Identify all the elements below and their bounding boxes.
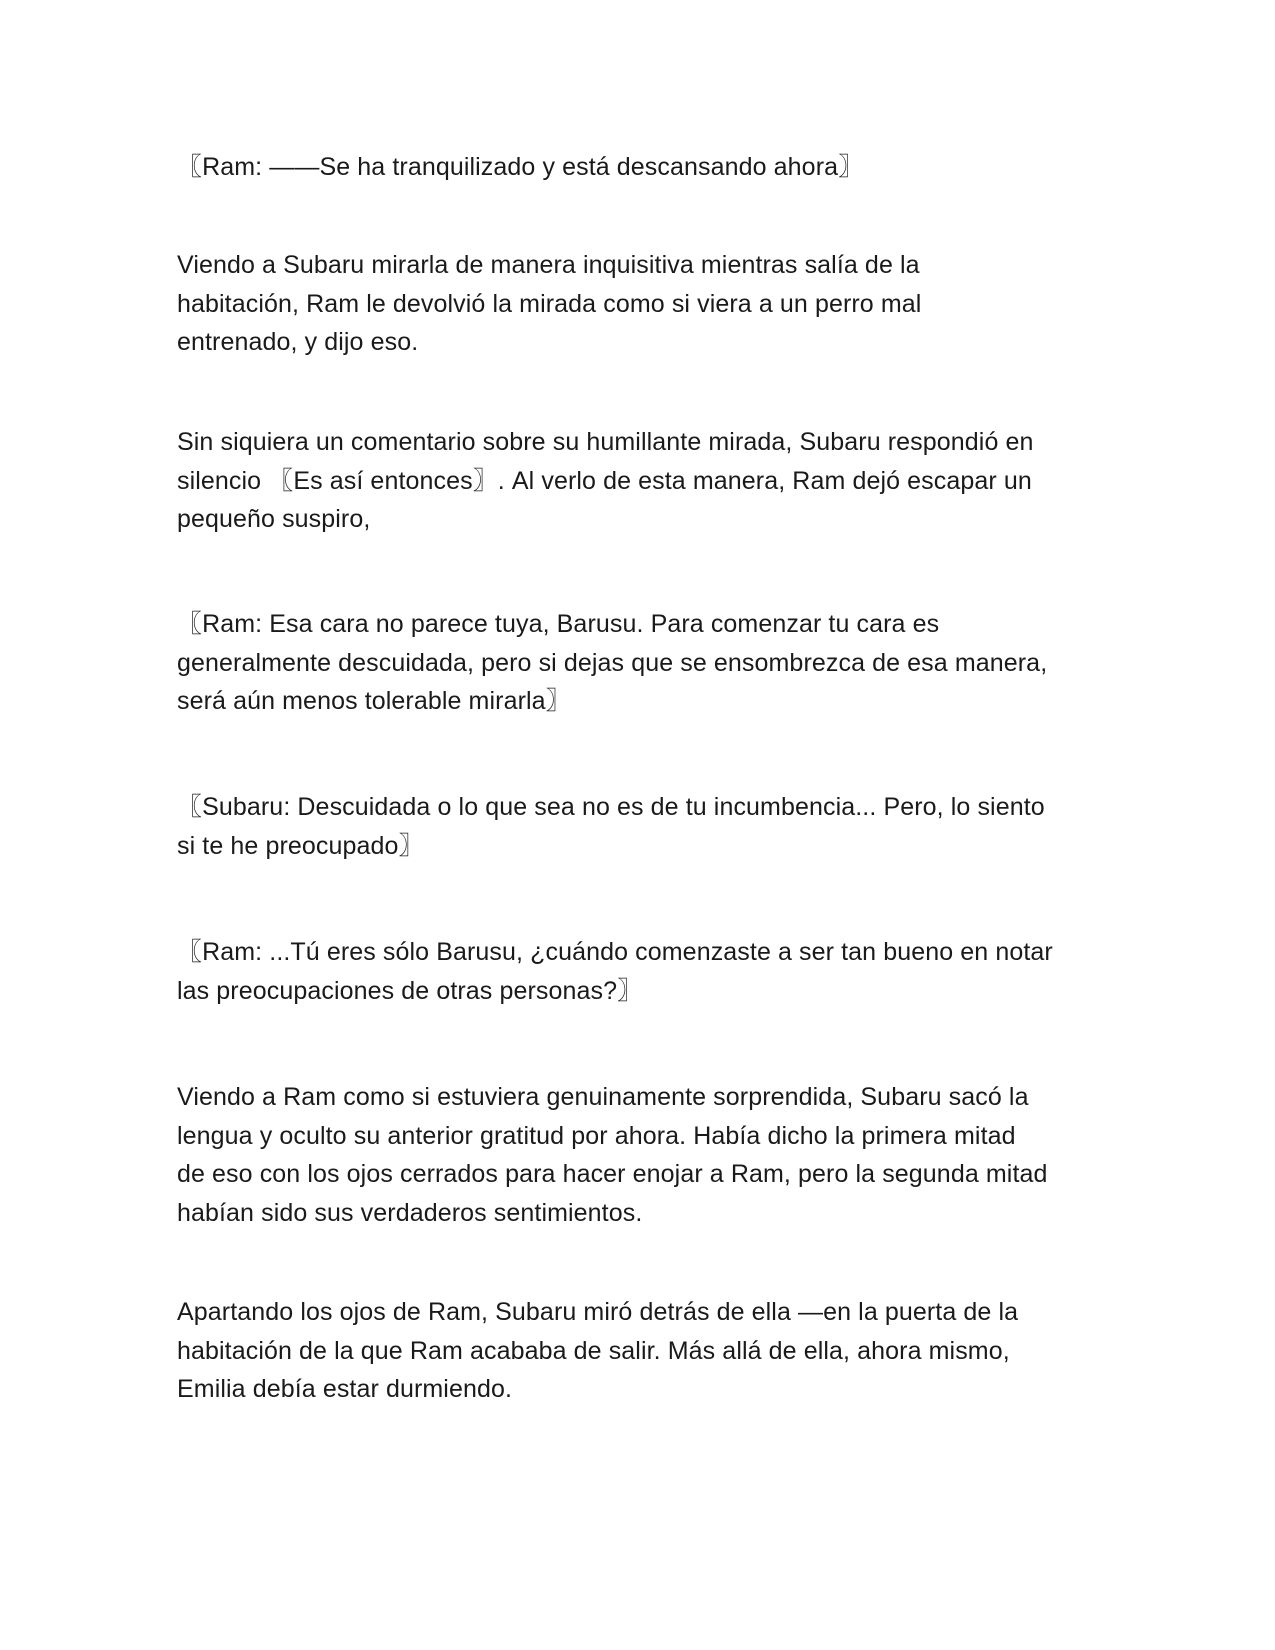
text-line: las preocupaciones de otras personas?〗	[177, 976, 643, 1005]
text-line: Emilia debía estar durmiendo.	[177, 1375, 513, 1403]
text-line: 〖Subaru: Descuidada o lo que sea no es de tu incumbencia... Pero, lo siento	[177, 793, 1045, 821]
paragraph-ram-dialogue-1	[177, 148, 1107, 187]
text-line: pequeño suspiro,	[177, 505, 371, 533]
text-line: habitación de la que Ram acababa de salir. Más allá de ella, ahora mismo,	[177, 1336, 1010, 1365]
paragraph-ram-dialogue-2	[177, 605, 1107, 721]
text-line: de eso con los ojos cerrados para hacer enojar a Ram, pero la segunda mitad	[177, 1160, 1048, 1188]
text-line: Apartando los ojos de Ram, Subaru miró detrás de ella —en la puerta de la	[177, 1298, 1019, 1326]
text-line: 〖Ram: ——Se ha tranquilizado y está descansando ahora〗	[177, 153, 864, 181]
text-line: Sin siquiera un comentario sobre su humillante mirada, Subaru respondió en	[177, 428, 1034, 456]
text-line: generalmente descuidada, pero si dejas que se ensombrezca de esa manera,	[177, 648, 1048, 677]
text-line: habían sido sus verdaderos sentimientos.	[177, 1198, 643, 1227]
text-line: Viendo a Subaru mirarla de manera inquisitiva mientras salía de la	[177, 251, 920, 279]
text-line: habitación, Ram le devolvió la mirada como si viera a un perro mal	[177, 289, 922, 318]
paragraph-narration-2	[177, 423, 1107, 539]
text-line: entrenado, y dijo eso.	[177, 328, 419, 356]
paragraph-ram-dialogue-3	[177, 933, 1107, 1010]
text-line: si te he preocupado〗	[177, 831, 424, 860]
text-line: 〖Ram: Esa cara no parece tuya, Barusu. Para comenzar tu cara es	[177, 610, 940, 638]
paragraph-narration-3	[177, 1078, 1107, 1232]
text-line: silencio 〖Es así entonces〗. Al verlo de esta manera, Ram dejó escapar un	[177, 466, 1032, 495]
text-line: lengua y oculto su anterior gratitud por ahora. Había dicho la primera mitad	[177, 1121, 1016, 1150]
paragraph-narration-4	[177, 1293, 1107, 1409]
text-line: 〖Ram: ...Tú eres sólo Barusu, ¿cuándo comenzaste a ser tan bueno en notar	[177, 938, 1053, 966]
text-line: Viendo a Ram como si estuviera genuinamente sorprendida, Subaru sacó la	[177, 1083, 1029, 1111]
paragraph-narration-1	[177, 246, 1107, 362]
paragraph-subaru-dialogue	[177, 788, 1107, 865]
text-line: será aún menos tolerable mirarla〗	[177, 687, 571, 715]
